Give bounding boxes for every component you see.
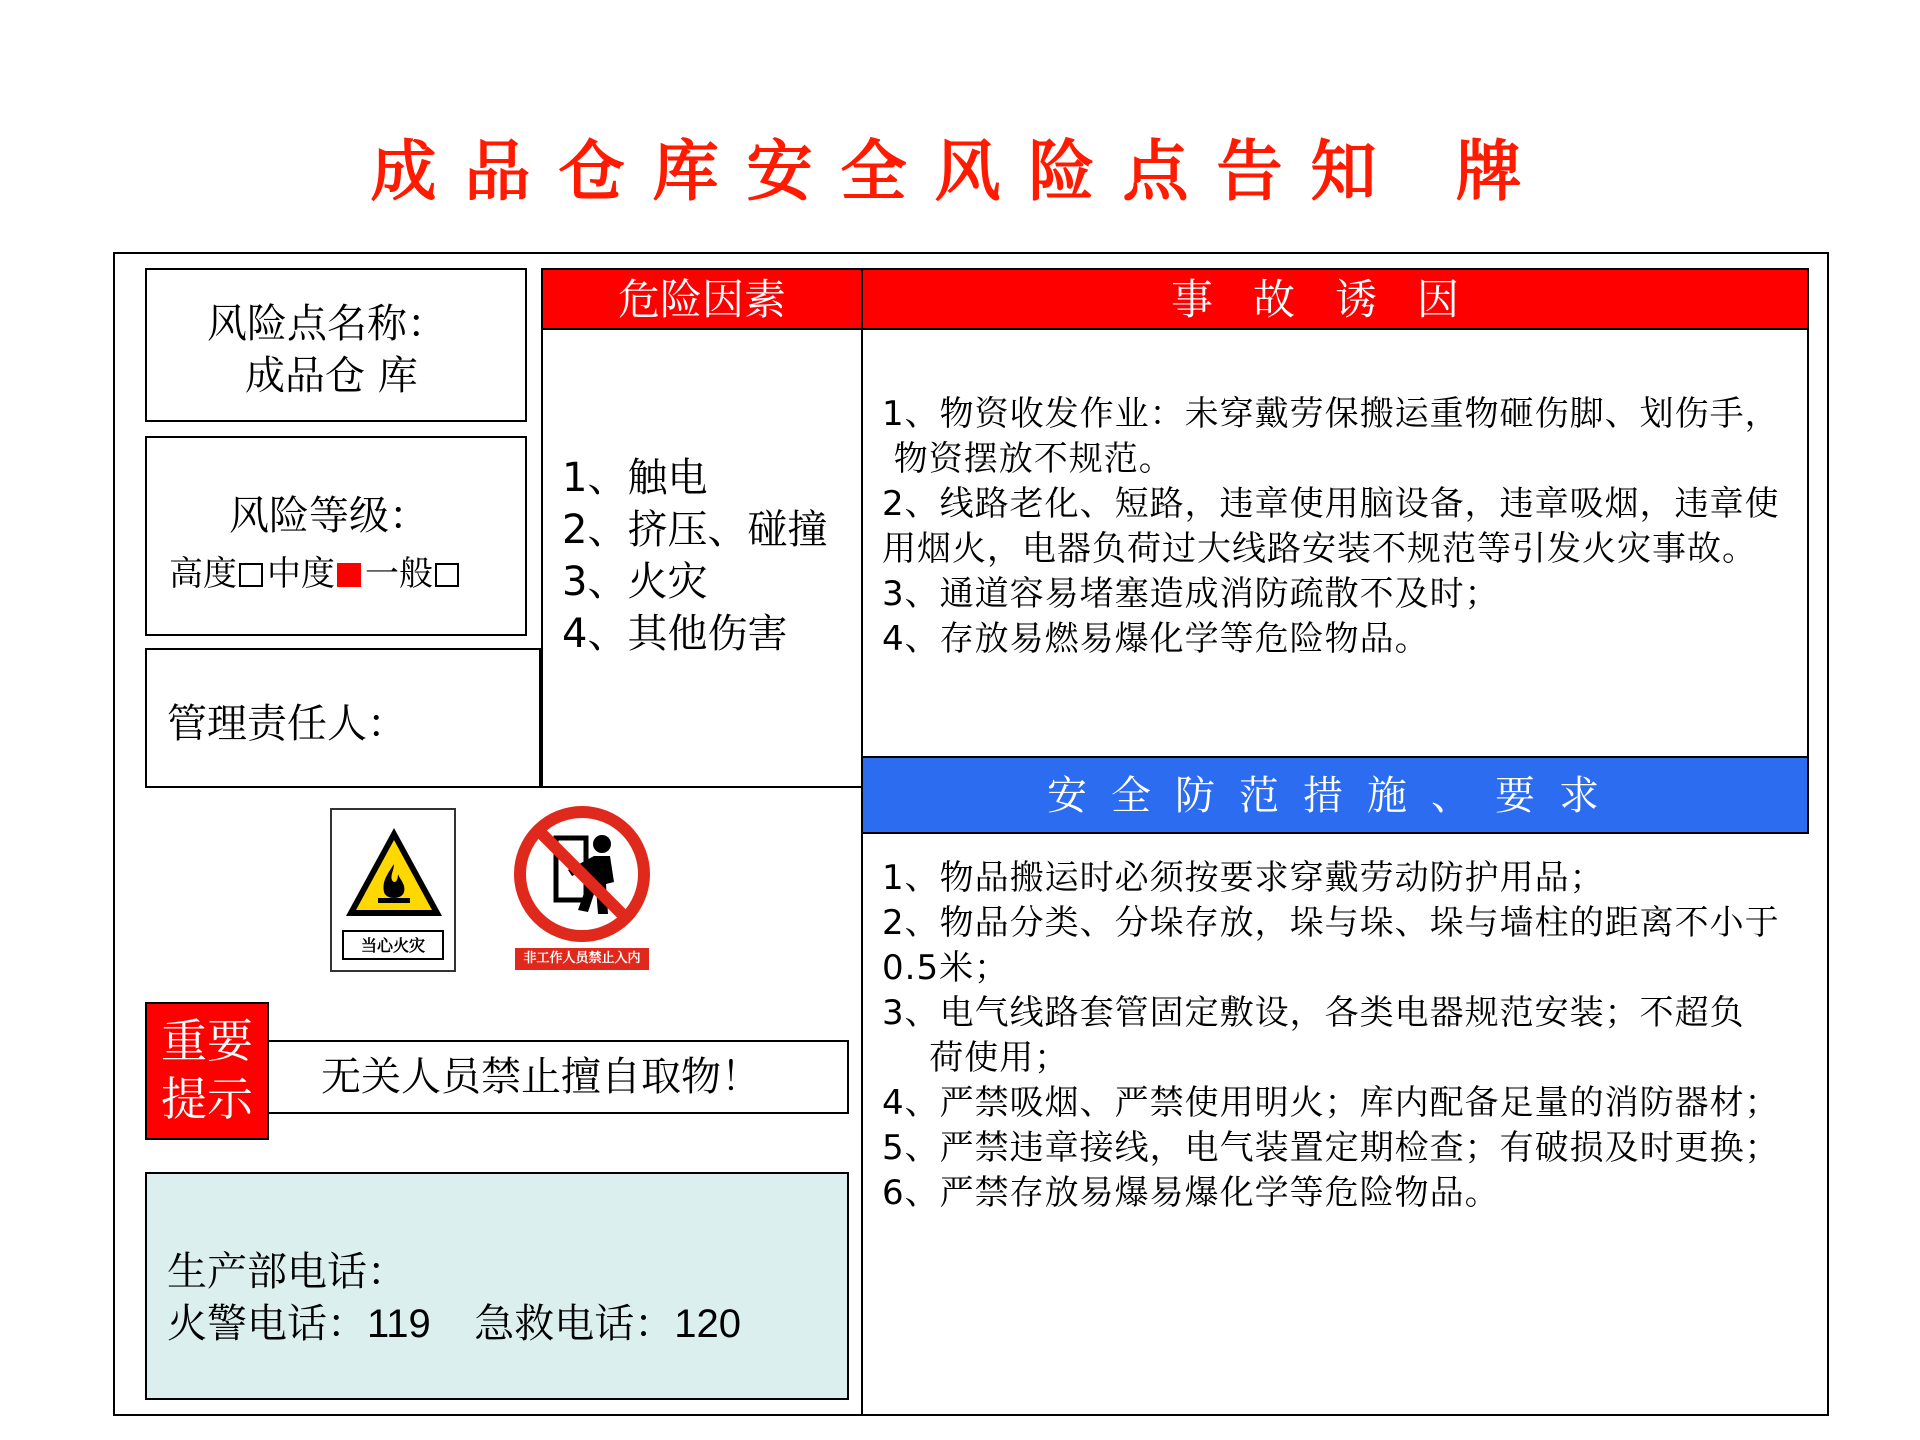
hazard-list (562, 452, 827, 660)
risk-level-high: 高度 (169, 554, 237, 594)
safety-list (882, 856, 1812, 1216)
page-title: 成品仓库安全风险点告知 牌 (370, 133, 1550, 210)
important-tip-message: 无关人员禁止擅自取物！ (267, 1040, 849, 1114)
safety-header: 安全防范措施、要求 (861, 756, 1809, 834)
important-tip-badge-line2: 提示 (161, 1072, 253, 1126)
emergency-phones (167, 1292, 741, 1349)
hazard-header: 危险因素 (541, 268, 863, 330)
manager-box (145, 648, 541, 788)
cause-header: 事故诱因 (861, 268, 1809, 330)
fire-phone-label: 火警电话： (167, 1301, 367, 1347)
fire-phone-number: 119 (367, 1302, 431, 1346)
important-tip-badge-line1: 重要 (161, 1014, 253, 1068)
manager-label: 管理责任人： (167, 701, 407, 747)
risk-level-general-checkbox (435, 563, 459, 587)
hazard-item: 1、触电 (562, 455, 708, 501)
safety-item: 2、物品分类、分垛存放，垛与垛、垛与墙柱的距离不小于0.5米； (882, 903, 1780, 988)
phone-box (145, 1172, 849, 1400)
safety-item: 5、严禁违章接线，电气装置定期检查；有破损及时更换； (882, 1128, 1780, 1168)
cause-item: 4、存放易燃易爆化学等危险物品。 (882, 619, 1430, 659)
hazard-item: 2、挤压、碰撞 (562, 507, 828, 553)
fire-warning-sign (330, 808, 456, 972)
fire-warning-icon (342, 824, 446, 924)
cause-list (882, 392, 1812, 662)
no-entry-label: 非工作人员禁止入内 (515, 948, 649, 970)
risk-level-medium-checkbox (337, 563, 361, 587)
no-entry-sign (512, 804, 652, 974)
risk-level-high-checkbox (239, 563, 263, 587)
production-phone-label: 生产部电话： (167, 1249, 407, 1295)
important-tip-badge (145, 1002, 269, 1140)
first-aid-phone-label: 急救电话： (474, 1301, 675, 1347)
risk-point-value: 成品仓 库 (245, 353, 418, 399)
first-aid-phone-number: 120 (674, 1302, 741, 1346)
risk-level-medium: 中度 (267, 554, 335, 594)
cause-item: 1、物资收发作业：未穿戴劳保搬运重物砸伤脚、划伤手， (882, 394, 1780, 434)
risk-level-options (169, 546, 463, 595)
risk-point-box (145, 268, 527, 422)
risk-level-label: 风险等级： (229, 493, 429, 539)
no-entry-icon (512, 804, 652, 944)
risk-point-label: 风险点名称： (207, 301, 447, 347)
risk-level-general: 一般 (365, 554, 433, 594)
cause-item: 物资摆放不规范。 (882, 439, 1174, 479)
hazard-item: 3、火灾 (562, 559, 708, 605)
safety-item: 3、电气线路套管固定敷设，各类电器规范安装；不超负 (882, 993, 1745, 1033)
safety-item: 荷使用； (882, 1038, 1070, 1078)
cause-item: 2、线路老化、短路，违章使用脑设备，违章吸烟，违章使用烟火，电器负荷过大线路安装不规范等引发火灾事故。 (882, 484, 1780, 569)
hazard-item: 4、其他伤害 (562, 611, 788, 657)
fire-warning-label: 当心火灾 (342, 930, 444, 960)
cause-item: 3、通道容易堵塞造成消防疏散不及时； (882, 574, 1500, 614)
safety-item: 6、严禁存放易爆易爆化学等危险物品。 (882, 1173, 1500, 1213)
risk-level-box (145, 436, 527, 636)
safety-item: 1、物品搬运时必须按要求穿戴劳动防护用品； (882, 858, 1605, 898)
safety-item: 4、严禁吸烟、严禁使用明火；库内配备足量的消防器材； (882, 1083, 1780, 1123)
